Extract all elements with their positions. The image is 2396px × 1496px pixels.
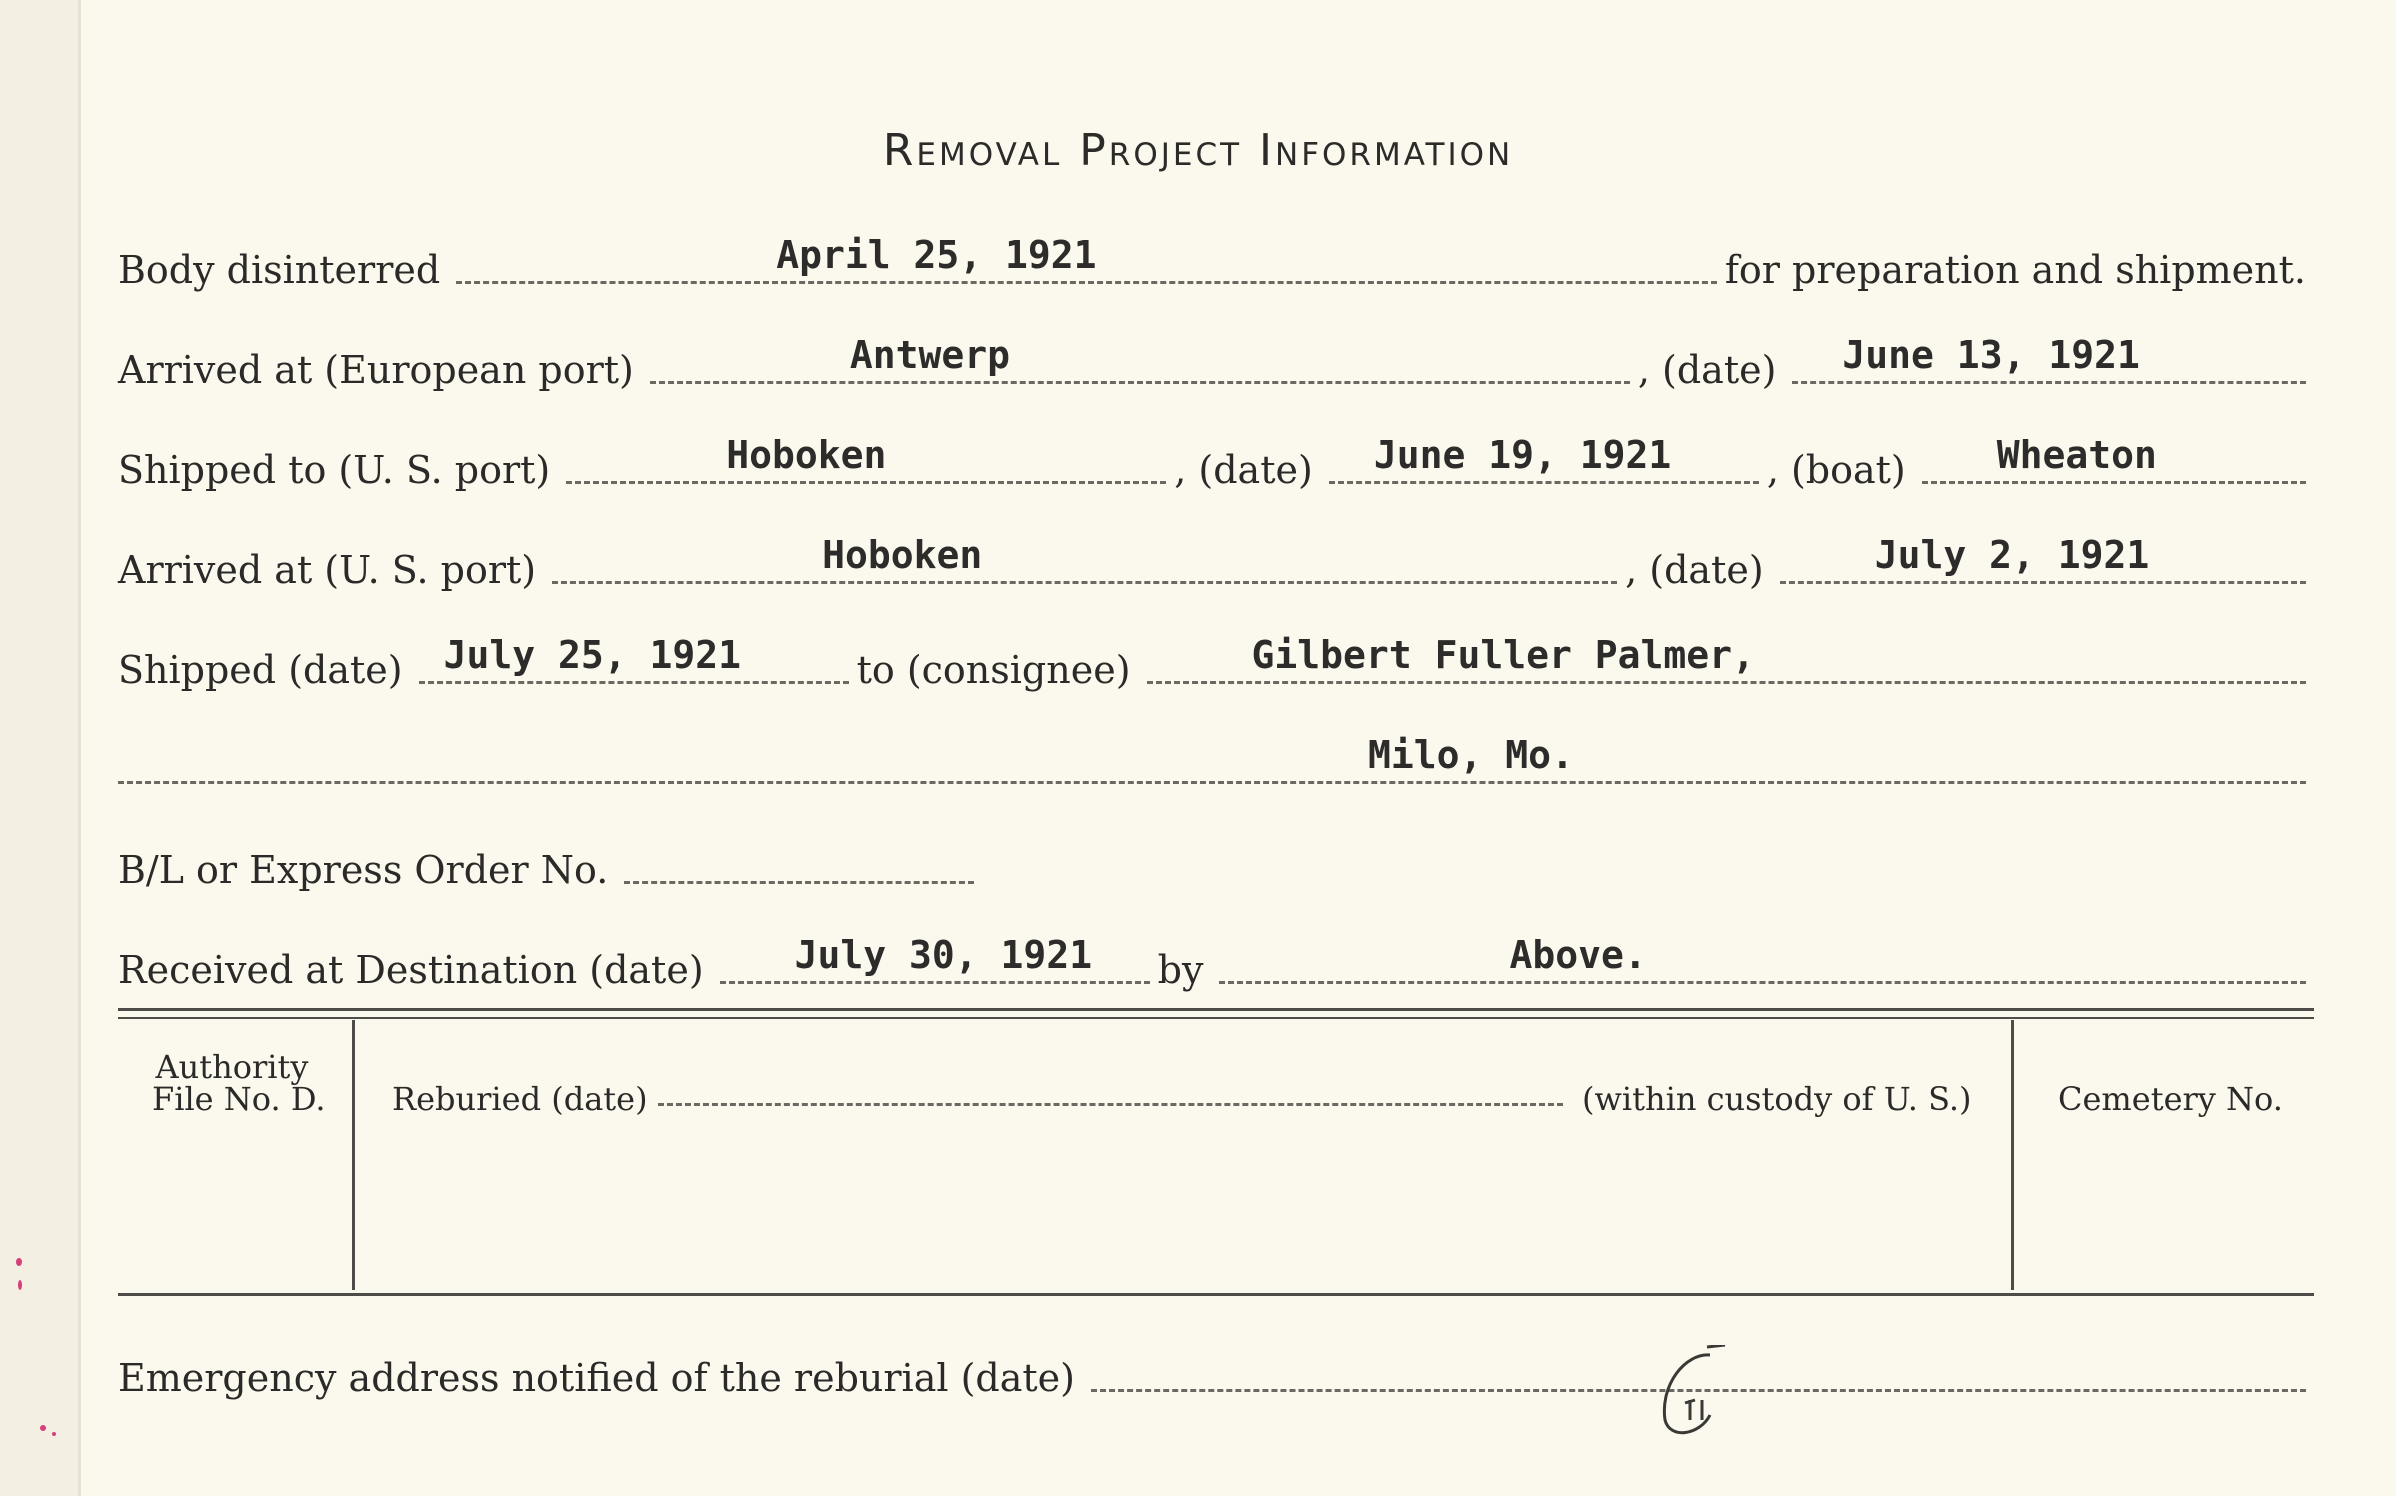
reburied-field[interactable] [658,1103,1563,1106]
body-disinterred-value: April 25, 1921 [776,233,1097,277]
box-divider-right [2011,1020,2014,1290]
ink-speck [18,1280,22,1290]
boat-field[interactable] [1922,433,2306,484]
arrived-us-label: Arrived at (U. S. port) [118,548,537,592]
boat-value: Wheaton [1996,433,2157,477]
body-disinterred-field[interactable] [456,233,1717,284]
shipped-date-row-field[interactable] [419,633,849,684]
authority-line2: File No. D. [152,1080,326,1118]
row-body-disinterred [118,232,2314,292]
row-shipped-to [118,432,2314,492]
arrived-us-date-field[interactable] [1780,533,2306,584]
consignee-value: Gilbert Fuller Palmer, [1251,633,1755,677]
shipped-to-label: Shipped to (U. S. port) [118,448,551,492]
consignee-field[interactable] [1147,633,2306,684]
received-label: Received at Destination (date) [118,948,704,992]
shipped-to-field[interactable] [566,433,1166,484]
custody-label: (within custody of U. S.) [1582,1080,1972,1118]
shipped-date-value: June 19, 1921 [1373,433,1672,477]
shipped-date-label: , (date) [1174,448,1313,492]
consignee-label: to (consignee) [856,648,1131,692]
bl-order-label: B/L or Express Order No. [118,848,609,892]
row-address [118,732,2314,792]
form-title [0,125,2396,176]
box-divider-left [352,1020,355,1290]
received-by-value: Above. [1509,933,1647,977]
arrived-us-date-value: July 2, 1921 [1874,533,2150,577]
box-bottom-rule [118,1293,2314,1296]
handwritten-initial-mark [1655,1345,1735,1445]
ink-speck [16,1258,22,1266]
card-edge [78,0,81,1496]
body-disinterred-label: Body disinterred [118,248,441,292]
authority-line1: Authority [155,1048,309,1086]
row-shipped-date [118,632,2314,692]
received-by-field[interactable] [1219,933,2306,984]
european-date-value: June 13, 1921 [1842,333,2140,377]
arrived-us-field[interactable] [552,533,1617,584]
row-emergency [118,1340,2314,1400]
received-value: July 30, 1921 [794,933,1093,977]
row-arrived-us [118,532,2314,592]
preparation-suffix: for preparation and shipment. [1724,248,2306,292]
cemetery-label: Cemetery No. [2058,1080,2283,1118]
row-european-port [118,332,2314,392]
row-received [118,932,2314,992]
european-date-label: , (date) [1637,348,1777,392]
emergency-label: Emergency address notified of the reburial (date) [118,1356,1075,1400]
received-field[interactable] [720,933,1150,984]
boat-label: , (boat) [1766,448,1906,492]
european-port-value: Antwerp [849,333,1011,377]
box-top-rule [118,1008,2314,1019]
bl-order-field[interactable] [624,833,974,884]
shipped-date-row-value: July 25, 1921 [443,633,742,677]
form-title-text: Removal Project Information [882,125,1514,176]
reburied-label: Reburied (date) [392,1080,648,1118]
european-date-field[interactable] [1792,333,2306,384]
european-port-field[interactable] [650,333,1630,384]
european-port-label: Arrived at (European port) [118,348,634,392]
row-bl-order [118,832,2314,892]
shipped-date-field[interactable] [1329,433,1759,484]
arrived-us-date-label: , (date) [1625,548,1764,592]
authority-label [152,1048,326,1118]
address-field[interactable] [118,733,2306,784]
shipped-date-row-label: Shipped (date) [118,648,403,692]
ink-speck [52,1432,56,1436]
received-by-label: by [1157,948,1204,992]
ink-speck [40,1425,46,1431]
shipped-to-value: Hoboken [726,433,887,477]
address-value: Milo, Mo. [1368,733,1574,777]
arrived-us-value: Hoboken [822,533,983,577]
